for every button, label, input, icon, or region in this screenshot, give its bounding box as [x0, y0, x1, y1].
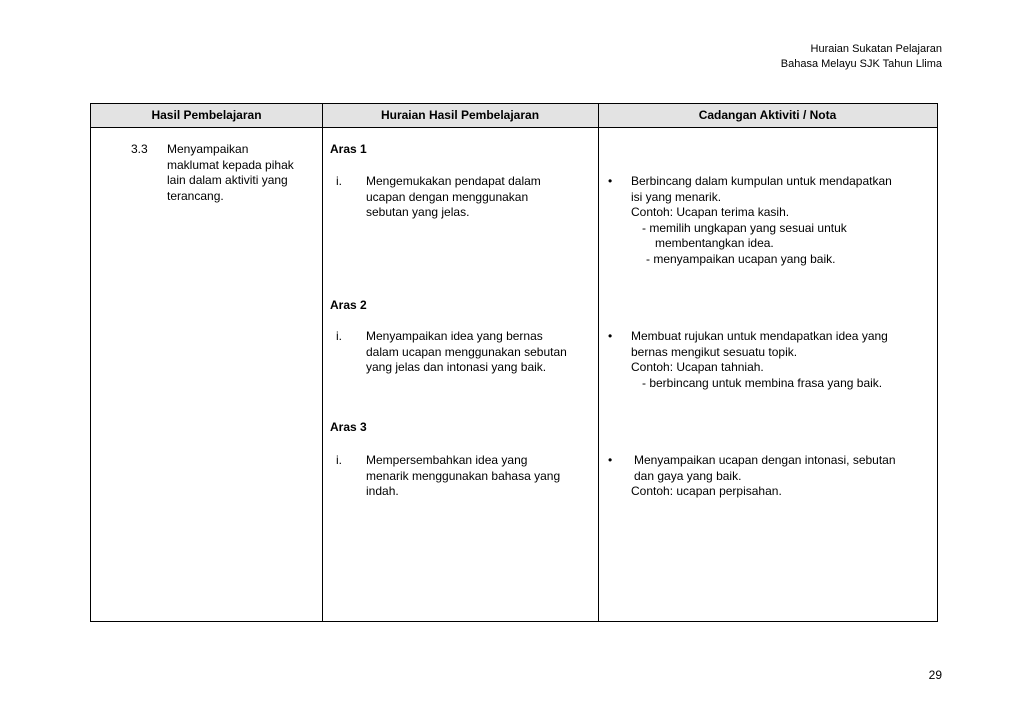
aras-3-title: Aras 3: [330, 420, 367, 434]
aras-3-nota-line-1: Menyampaikan ucapan dengan intonasi, sebutan: [634, 453, 896, 467]
aras-1-title: Aras 1: [330, 142, 367, 156]
aras-2-nota-line-3: Contoh: Ucapan tahniah.: [631, 360, 764, 374]
aras-3-bullet: •: [608, 453, 613, 467]
aras-1-huraian-line-2: ucapan dengan menggunakan: [366, 190, 529, 204]
document-header: [781, 42, 942, 72]
aras-1-nota-line-6: - menyampaikan ucapan yang baik.: [646, 252, 836, 266]
header-line-1: Huraian Sukatan Pelajaran: [810, 43, 942, 55]
aras-1-huraian-line-1: Mengemukakan pendapat dalam: [366, 174, 541, 188]
column-divider-2: [598, 104, 599, 621]
column-header-huraian: Huraian Hasil Pembelajaran: [380, 108, 540, 122]
aras-1-nota-line-3: Contoh: Ucapan terima kasih.: [631, 205, 790, 219]
header-line-2: Bahasa Melayu SJK Tahun Llima: [780, 58, 942, 70]
aras-1-huraian-line-3: sebutan yang jelas.: [366, 205, 470, 219]
aras-3-item-number: i.: [336, 453, 342, 467]
column-header-hasil: Hasil Pembelajaran: [151, 108, 262, 122]
aras-1-nota-line-4: - memilih ungkapan yang sesuai untuk: [642, 221, 847, 235]
aras-3-huraian-line-3: indah.: [366, 484, 399, 498]
page-number: 29: [928, 668, 942, 682]
hasil-number: 3.3: [131, 142, 148, 156]
column-divider-1: [322, 104, 323, 621]
aras-2-huraian-line-1: Menyampaikan idea yang bernas: [366, 329, 543, 343]
aras-1-nota-line-1: Berbincang dalam kumpulan untuk mendapatkan: [631, 174, 892, 188]
aras-2-huraian-line-3: yang jelas dan intonasi yang baik.: [366, 360, 547, 374]
hasil-line-1: Menyampaikan: [167, 142, 249, 156]
aras-2-item-number: i.: [336, 329, 342, 343]
syllabus-table: [90, 103, 938, 622]
aras-2-nota-line-2: bernas mengikut sesuatu topik.: [631, 345, 798, 359]
aras-2-nota-line-4: - berbincang untuk membina frasa yang baik.: [642, 376, 883, 390]
aras-2-bullet: •: [608, 329, 613, 343]
column-header-cadangan: Cadangan Aktiviti / Nota: [698, 108, 837, 122]
aras-1-nota-line-5: membentangkan idea.: [655, 236, 774, 250]
hasil-line-3: lain dalam aktiviti yang: [167, 173, 288, 187]
aras-3-huraian-line-2: menarik menggunakan bahasa yang: [366, 469, 561, 483]
aras-1-bullet: •: [608, 174, 613, 188]
aras-2-title: Aras 2: [330, 298, 367, 312]
aras-3-nota-line-2: dan gaya yang baik.: [634, 469, 742, 483]
aras-2-nota-line-1: Membuat rujukan untuk mendapatkan idea yang: [631, 329, 888, 343]
hasil-line-2: maklumat kepada pihak: [167, 158, 294, 172]
aras-1-item-number: i.: [336, 174, 342, 188]
aras-2-huraian-line-2: dalam ucapan menggunakan sebutan: [366, 345, 567, 359]
aras-1-nota-line-2: isi yang menarik.: [631, 190, 722, 204]
table-header-row: [91, 104, 937, 128]
aras-3-huraian-line-1: Mempersembahkan idea yang: [366, 453, 528, 467]
hasil-line-4: terancang.: [167, 189, 224, 203]
aras-3-nota-line-3: Contoh: ucapan perpisahan.: [631, 484, 782, 498]
